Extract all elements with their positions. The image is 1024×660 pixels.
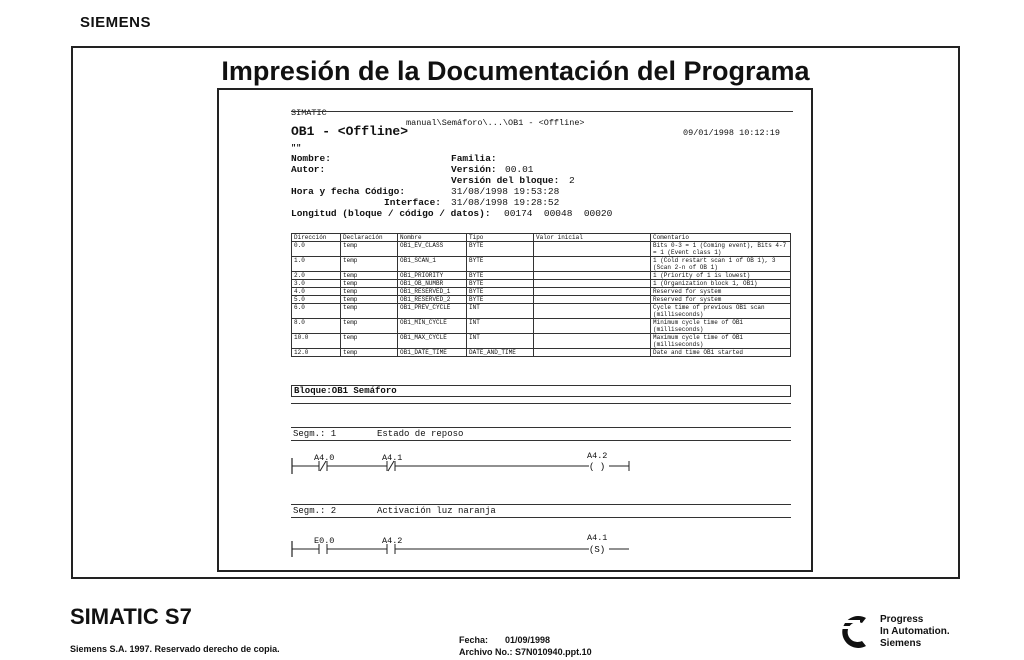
table-row	[292, 334, 791, 349]
block-title: OB1 - <Offline>	[291, 124, 409, 139]
interface-label: Interface:	[384, 197, 442, 208]
siemens-progress-logo-icon	[836, 612, 876, 652]
archivo-value: S7N010940.ppt.10	[515, 647, 592, 657]
version-bloque-label: Versión del bloque:	[451, 175, 560, 186]
header-datetime: 09/01/1998 10:12:19	[683, 128, 780, 138]
cell	[534, 288, 651, 296]
cell: temp	[341, 296, 398, 304]
cell	[534, 272, 651, 280]
section-divider	[291, 403, 791, 404]
cell: 4.0	[292, 288, 341, 296]
cell: BYTE	[467, 296, 534, 304]
product-name: SIMATIC S7	[70, 604, 192, 629]
cell: temp	[341, 257, 398, 272]
cell	[534, 280, 651, 288]
quotes-text: ""	[291, 143, 302, 153]
coil-1-symbol: ( )	[589, 462, 606, 472]
cell: Bits 0-3 = 1 (Coming event), Bits 4-7 = 1 (Event class 1)	[651, 242, 791, 257]
logo-line-2: In Automation.	[880, 626, 950, 637]
cell: Cycle time of previous OB1 scan (milliseconds)	[651, 304, 791, 319]
cell: BYTE	[467, 257, 534, 272]
segment-2-ladder	[291, 535, 636, 559]
hora-codigo-value: 31/08/1998 19:53:28	[451, 186, 560, 197]
cell: 12.0	[292, 349, 341, 357]
cell: Reserved for system	[651, 288, 791, 296]
copyright-text: Siemens S.A. 1997. Reservado derecho de copia.	[70, 644, 280, 654]
header-path: manual\Semáforo\...\OB1 - <Offline>	[406, 118, 585, 128]
version-value: 00.01	[505, 164, 534, 175]
table-row	[292, 319, 791, 334]
header-system: SIMATIC	[291, 108, 327, 118]
cell: 6.0	[292, 304, 341, 319]
segment-2-label: Segm.: 2	[293, 506, 337, 516]
cell: temp	[341, 272, 398, 280]
segment-2-contact-2-label: A4.2	[382, 536, 403, 546]
cell: BYTE	[467, 288, 534, 296]
cell: 5.0	[292, 296, 341, 304]
cell: 2.0	[292, 272, 341, 280]
hora-interface-value: 31/08/1998 19:28:52	[451, 197, 560, 208]
cell: INT	[467, 334, 534, 349]
fecha-label: Fecha:	[459, 635, 489, 645]
cell: INT	[467, 319, 534, 334]
table-row	[292, 242, 791, 257]
cell: temp	[341, 319, 398, 334]
logo-line-1: Progress	[880, 614, 924, 625]
slide-frame	[71, 46, 960, 579]
version-bloque-value: 2	[569, 175, 575, 186]
cell: Minimum cycle time of OB1 (milliseconds)	[651, 319, 791, 334]
cell: Maximum cycle time of OB1 (milliseconds)	[651, 334, 791, 349]
segment-1-label: Segm.: 1	[293, 429, 337, 439]
cell	[534, 304, 651, 319]
col-declaracion: Declaración	[341, 234, 398, 242]
cell	[534, 296, 651, 304]
cell: OB1_RESERVED_1	[398, 288, 467, 296]
segment-1-ladder	[291, 452, 636, 476]
segment-1-contact-1-label: A4.0	[314, 453, 335, 463]
siemens-brand: SIEMENS	[80, 14, 152, 31]
cell: OB1_PREV_CYCLE	[398, 304, 467, 319]
cell: DATE_AND_TIME	[467, 349, 534, 357]
fecha-value: 01/09/1998	[505, 635, 551, 645]
printout-header	[291, 98, 791, 148]
cell: temp	[341, 280, 398, 288]
cell	[534, 319, 651, 334]
cell: OB1_EV_CLASS	[398, 242, 467, 257]
cell	[534, 257, 651, 272]
table-row	[292, 280, 791, 288]
archivo-label: Archivo No.:	[459, 647, 513, 657]
bloque-box: Bloque:OB1 Semáforo	[291, 385, 791, 397]
cell: 3.0	[292, 280, 341, 288]
segment-2-coil-label: A4.1	[587, 533, 608, 543]
col-comentario: Comentario	[651, 234, 791, 242]
cell	[534, 349, 651, 357]
cell: INT	[467, 304, 534, 319]
cell: OB1_DATE_TIME	[398, 349, 467, 357]
col-tipo: Tipo	[467, 234, 534, 242]
table-row	[292, 304, 791, 319]
segment-1-contact-2-label: A4.1	[382, 453, 403, 463]
segment-1-header	[291, 427, 791, 441]
slide-title: Impresión de la Documentación del Programa	[221, 56, 810, 86]
cell: Date and time OB1 started	[651, 349, 791, 357]
nombre-label: Nombre:	[291, 153, 331, 164]
cell: temp	[341, 349, 398, 357]
cell: 1 (Priority of 1 is lowest)	[651, 272, 791, 280]
cell: 1 (Organization block 1, OB1)	[651, 280, 791, 288]
table-row	[292, 288, 791, 296]
segment-2-header	[291, 504, 791, 518]
segment-1-coil-label: A4.2	[587, 451, 608, 461]
longitud-label: Longitud (bloque / código / datos):	[291, 208, 491, 219]
variables-table	[291, 233, 791, 357]
table-row	[292, 296, 791, 304]
cell: 0.0	[292, 242, 341, 257]
table-row	[292, 349, 791, 357]
col-direccion: Dirección	[292, 234, 341, 242]
hora-fecha-label: Hora y fecha Código:	[291, 186, 406, 197]
cell: 1 (Cold restart scan 1 of OB 1), 3 (Scan 2-n of OB 1)	[651, 257, 791, 272]
cell: 1.0	[292, 257, 341, 272]
cell: OB1_MIN_CYCLE	[398, 319, 467, 334]
cell: 8.0	[292, 319, 341, 334]
segment-2-contact-1-label: E0.0	[314, 536, 335, 546]
file-metadata	[459, 634, 592, 658]
table-header-row	[292, 234, 791, 242]
cell: Reserved for system	[651, 296, 791, 304]
longitud-values: 00174 00048 00020	[504, 208, 613, 219]
cell: BYTE	[467, 242, 534, 257]
program-printout	[217, 88, 813, 572]
cell	[534, 242, 651, 257]
logo-tagline	[880, 614, 950, 650]
logo-line-3: Siemens	[880, 638, 922, 649]
cell: OB1_RESERVED_2	[398, 296, 467, 304]
header-divider	[291, 111, 793, 112]
cell: 10.0	[292, 334, 341, 349]
cell: OB1_MAX_CYCLE	[398, 334, 467, 349]
segment-2-title: Activación luz naranja	[377, 506, 496, 516]
table-row	[292, 257, 791, 272]
cell	[534, 334, 651, 349]
cell: BYTE	[467, 272, 534, 280]
col-nombre: Nombre	[398, 234, 467, 242]
coil-2-symbol: (S)	[589, 545, 606, 555]
cell: OB1_PRIORITY	[398, 272, 467, 280]
cell: OB1_SCAN_1	[398, 257, 467, 272]
version-label: Versión:	[451, 164, 497, 175]
segment-1-title: Estado de reposo	[377, 429, 464, 439]
cell: temp	[341, 304, 398, 319]
familia-label: Familia:	[451, 153, 497, 164]
cell: OB1_OB_NUMBR	[398, 280, 467, 288]
table-row	[292, 272, 791, 280]
col-valor-inicial: Valor inicial	[534, 234, 651, 242]
cell: temp	[341, 334, 398, 349]
cell: BYTE	[467, 280, 534, 288]
autor-label: Autor:	[291, 164, 326, 175]
cell: temp	[341, 242, 398, 257]
cell: temp	[341, 288, 398, 296]
